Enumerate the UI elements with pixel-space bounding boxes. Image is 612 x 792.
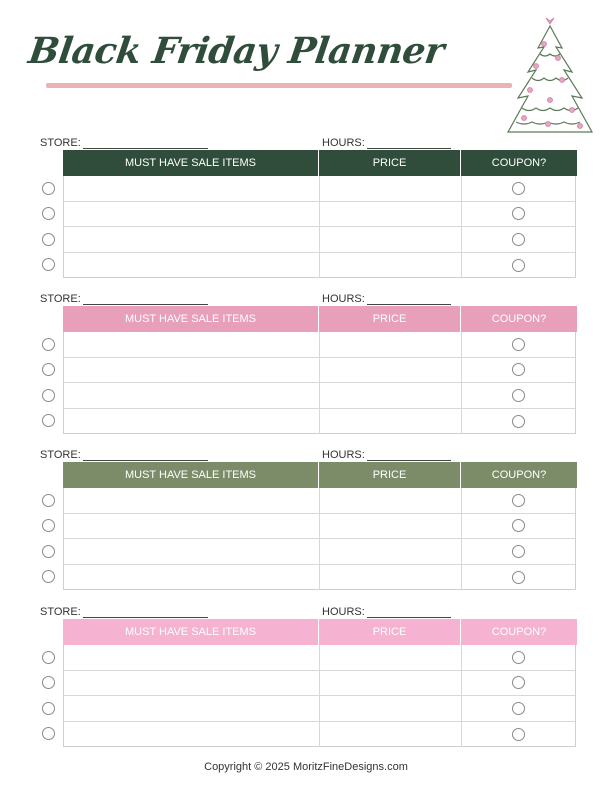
row-checkboxes bbox=[42, 488, 58, 590]
table-header bbox=[63, 150, 577, 176]
coupon-circle-icon[interactable] bbox=[512, 233, 525, 246]
table-row bbox=[64, 696, 575, 722]
table-row bbox=[64, 409, 575, 435]
table-body bbox=[63, 645, 576, 747]
coupon-circle-icon[interactable] bbox=[512, 728, 525, 741]
row-checkboxes bbox=[42, 332, 58, 434]
christmas-tree-icon bbox=[500, 14, 600, 144]
price-cell[interactable] bbox=[320, 539, 462, 564]
table-body bbox=[63, 176, 576, 278]
coupon-cell bbox=[462, 539, 575, 564]
checkbox-circle-icon[interactable] bbox=[42, 545, 55, 558]
coupon-cell bbox=[462, 696, 575, 721]
table-row bbox=[64, 358, 575, 384]
copyright-footer: Copyright © 2025 MoritzFineDesigns.com bbox=[204, 761, 408, 773]
coupon-cell bbox=[462, 671, 575, 696]
price-cell[interactable] bbox=[320, 176, 462, 201]
column-coupon-header: COUPON? bbox=[491, 626, 547, 638]
checkbox-circle-icon[interactable] bbox=[42, 570, 55, 583]
item-cell[interactable] bbox=[64, 202, 320, 227]
table-row bbox=[64, 539, 575, 565]
checkbox-circle-icon[interactable] bbox=[42, 414, 55, 427]
price-cell[interactable] bbox=[320, 409, 462, 435]
table-row bbox=[64, 253, 575, 279]
coupon-cell bbox=[462, 488, 575, 513]
item-cell[interactable] bbox=[64, 645, 320, 670]
table-row bbox=[64, 514, 575, 540]
page-title: Black Friday Planner bbox=[26, 30, 447, 72]
coupon-circle-icon[interactable] bbox=[512, 676, 525, 689]
item-cell[interactable] bbox=[64, 332, 320, 357]
item-cell[interactable] bbox=[64, 488, 320, 513]
store-blank[interactable] bbox=[83, 138, 208, 149]
price-cell[interactable] bbox=[320, 488, 462, 513]
store-label: STORE: bbox=[40, 606, 81, 618]
coupon-cell bbox=[462, 202, 575, 227]
coupon-cell bbox=[462, 514, 575, 539]
table-row bbox=[64, 645, 575, 671]
coupon-circle-icon[interactable] bbox=[512, 651, 525, 664]
coupon-circle-icon[interactable] bbox=[512, 545, 525, 558]
table-row bbox=[64, 332, 575, 358]
item-cell[interactable] bbox=[64, 383, 320, 408]
checkbox-circle-icon[interactable] bbox=[42, 338, 55, 351]
column-price-header: PRICE bbox=[319, 619, 461, 645]
coupon-cell bbox=[462, 358, 575, 383]
price-cell[interactable] bbox=[320, 565, 462, 591]
column-price-header: PRICE bbox=[319, 150, 461, 176]
hours-blank[interactable] bbox=[367, 294, 451, 305]
checkbox-circle-icon[interactable] bbox=[42, 363, 55, 376]
price-cell[interactable] bbox=[320, 671, 462, 696]
table-body bbox=[63, 488, 576, 590]
row-checkboxes bbox=[42, 645, 58, 747]
item-cell[interactable] bbox=[64, 696, 320, 721]
coupon-circle-icon[interactable] bbox=[512, 415, 525, 428]
coupon-circle-icon[interactable] bbox=[512, 702, 525, 715]
store-blank[interactable] bbox=[83, 450, 208, 461]
item-cell[interactable] bbox=[64, 565, 320, 591]
table-row bbox=[64, 488, 575, 514]
column-price-header: PRICE bbox=[319, 306, 461, 332]
hours-field[interactable] bbox=[322, 447, 451, 461]
price-cell[interactable] bbox=[320, 514, 462, 539]
checkbox-circle-icon[interactable] bbox=[42, 702, 55, 715]
store-section-1 bbox=[0, 135, 612, 285]
coupon-cell bbox=[462, 722, 575, 748]
price-cell[interactable] bbox=[320, 227, 462, 252]
coupon-circle-icon[interactable] bbox=[512, 182, 525, 195]
coupon-cell bbox=[462, 409, 575, 435]
store-label: STORE: bbox=[40, 449, 81, 461]
store-field[interactable] bbox=[40, 135, 208, 149]
price-cell[interactable] bbox=[320, 696, 462, 721]
item-cell[interactable] bbox=[64, 539, 320, 564]
table-row bbox=[64, 202, 575, 228]
item-cell[interactable] bbox=[64, 227, 320, 252]
store-field[interactable] bbox=[40, 291, 208, 305]
hours-blank[interactable] bbox=[367, 138, 451, 149]
item-cell[interactable] bbox=[64, 514, 320, 539]
hours-label: HOURS: bbox=[322, 137, 365, 149]
hours-blank[interactable] bbox=[367, 450, 451, 461]
table-row bbox=[64, 722, 575, 748]
item-cell[interactable] bbox=[64, 358, 320, 383]
checkbox-circle-icon[interactable] bbox=[42, 233, 55, 246]
hours-blank[interactable] bbox=[367, 607, 451, 618]
hours-field[interactable] bbox=[322, 604, 451, 618]
store-section-4 bbox=[0, 604, 612, 754]
checkbox-circle-icon[interactable] bbox=[42, 389, 55, 402]
item-cell[interactable] bbox=[64, 671, 320, 696]
column-item-header: MUST HAVE SALE ITEMS bbox=[63, 462, 319, 488]
column-item-header: MUST HAVE SALE ITEMS bbox=[63, 619, 319, 645]
coupon-circle-icon[interactable] bbox=[512, 494, 525, 507]
coupon-cell bbox=[462, 383, 575, 408]
coupon-cell bbox=[462, 227, 575, 252]
price-cell[interactable] bbox=[320, 383, 462, 408]
coupon-circle-icon[interactable] bbox=[512, 207, 525, 220]
coupon-circle-icon[interactable] bbox=[512, 519, 525, 532]
column-price-header: PRICE bbox=[319, 462, 461, 488]
coupon-circle-icon[interactable] bbox=[512, 363, 525, 376]
checkbox-circle-icon[interactable] bbox=[42, 207, 55, 220]
store-section-2 bbox=[0, 291, 612, 441]
store-field[interactable] bbox=[40, 604, 208, 618]
table-header bbox=[63, 306, 577, 332]
price-cell[interactable] bbox=[320, 722, 462, 748]
coupon-cell bbox=[462, 332, 575, 357]
column-item-header: MUST HAVE SALE ITEMS bbox=[63, 306, 319, 332]
hours-label: HOURS: bbox=[322, 293, 365, 305]
hours-label: HOURS: bbox=[322, 606, 365, 618]
item-cell[interactable] bbox=[64, 176, 320, 201]
store-blank[interactable] bbox=[83, 294, 208, 305]
table-header bbox=[63, 619, 577, 645]
coupon-circle-icon[interactable] bbox=[512, 571, 525, 584]
coupon-cell bbox=[462, 176, 575, 201]
checkbox-circle-icon[interactable] bbox=[42, 519, 55, 532]
coupon-circle-icon[interactable] bbox=[512, 389, 525, 402]
column-item-header: MUST HAVE SALE ITEMS bbox=[63, 150, 319, 176]
column-coupon-header: COUPON? bbox=[491, 157, 547, 169]
price-cell[interactable] bbox=[320, 645, 462, 670]
row-checkboxes bbox=[42, 176, 58, 278]
store-field[interactable] bbox=[40, 447, 208, 461]
store-label: STORE: bbox=[40, 137, 81, 149]
price-cell[interactable] bbox=[320, 202, 462, 227]
checkbox-circle-icon[interactable] bbox=[42, 258, 55, 271]
store-blank[interactable] bbox=[83, 607, 208, 618]
coupon-cell bbox=[462, 645, 575, 670]
checkbox-circle-icon[interactable] bbox=[42, 182, 55, 195]
title-underline bbox=[46, 83, 512, 88]
table-body bbox=[63, 332, 576, 434]
store-section-3 bbox=[0, 447, 612, 597]
coupon-circle-icon[interactable] bbox=[512, 338, 525, 351]
item-cell[interactable] bbox=[64, 253, 320, 279]
item-cell[interactable] bbox=[64, 722, 320, 748]
table-row bbox=[64, 227, 575, 253]
table-header bbox=[63, 462, 577, 488]
coupon-cell bbox=[462, 565, 575, 591]
table-row bbox=[64, 671, 575, 697]
table-row bbox=[64, 383, 575, 409]
checkbox-circle-icon[interactable] bbox=[42, 727, 55, 740]
coupon-circle-icon[interactable] bbox=[512, 259, 525, 272]
column-coupon-header: COUPON? bbox=[491, 313, 547, 325]
item-cell[interactable] bbox=[64, 409, 320, 435]
store-label: STORE: bbox=[40, 293, 81, 305]
price-cell[interactable] bbox=[320, 332, 462, 357]
hours-field[interactable] bbox=[322, 135, 451, 149]
coupon-cell bbox=[462, 253, 575, 279]
checkbox-circle-icon[interactable] bbox=[42, 651, 55, 664]
table-row bbox=[64, 565, 575, 591]
price-cell[interactable] bbox=[320, 358, 462, 383]
column-coupon-header: COUPON? bbox=[491, 469, 547, 481]
checkbox-circle-icon[interactable] bbox=[42, 676, 55, 689]
hours-label: HOURS: bbox=[322, 449, 365, 461]
price-cell[interactable] bbox=[320, 253, 462, 279]
hours-field[interactable] bbox=[322, 291, 451, 305]
checkbox-circle-icon[interactable] bbox=[42, 494, 55, 507]
table-row bbox=[64, 176, 575, 202]
